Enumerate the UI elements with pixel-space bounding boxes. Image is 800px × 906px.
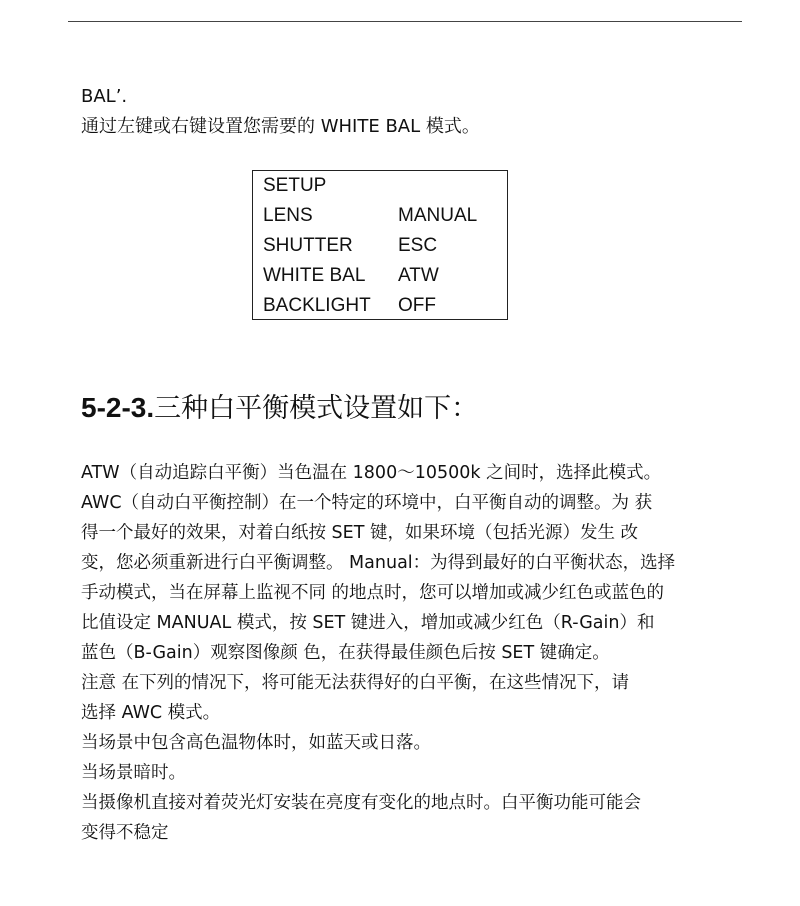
body-line: 当场景中包含高色温物体时，如蓝天或日落。 (81, 733, 431, 753)
body-line: 蓝色（B-Gain）观察图像颜 色，在获得最佳颜色后按 SET 键确定。 (81, 643, 610, 663)
menu-item-value: ESC (398, 235, 438, 256)
body-line: 当场景暗时。 (81, 763, 186, 783)
body-line: 得一个最好的效果，对着白纸按 SET 键，如果环境（包括光源）发生 改 (81, 523, 639, 543)
intro-line-1: BAL’. (81, 86, 128, 107)
body-line: AWC（自动白平衡控制）在一个特定的环境中，白平衡自动的调整。为 获 (81, 493, 653, 513)
body-line: 变，您必须重新进行白平衡调整。 Manual：为得到最好的白平衡状态，选择 (81, 553, 676, 573)
setup-menu-box (252, 170, 508, 320)
body-line: 注意 在下列的情况下，将可能无法获得好的白平衡，在这些情况下，请 (81, 673, 630, 693)
section-title: 三种白平衡模式设置如下： (154, 393, 479, 424)
menu-item-label: SHUTTER (263, 235, 353, 256)
body-line: 比值设定 MANUAL 模式，按 SET 键进入，增加或减少红色（R-Gain）和 (81, 613, 655, 633)
body-line: 当摄像机直接对着荧光灯安装在亮度有变化的地点时。白平衡功能可能会 (81, 793, 641, 813)
menu-title: SETUP (263, 175, 327, 196)
menu-item-value: MANUAL (398, 205, 478, 226)
menu-item-label: BACKLIGHT (263, 295, 371, 316)
menu-item-label: LENS (263, 205, 313, 226)
body-line: 变得不稳定 (81, 823, 169, 843)
header-rule (68, 21, 742, 22)
menu-item-value: ATW (398, 265, 439, 286)
menu-item-label: WHITE BAL (263, 265, 366, 286)
section-heading (81, 386, 478, 430)
body-line: 选择 AWC 模式。 (81, 703, 221, 723)
menu-item-value: OFF (398, 295, 436, 316)
intro-line-2: 通过左键或右键设置您需要的 WHITE BAL 模式。 (81, 116, 480, 137)
section-number: 5-2-3. (81, 392, 155, 423)
body-line: 手动模式，当在屏幕上监视不同 的地点时，您可以增加或减少红色或蓝色的 (81, 583, 665, 603)
body-line: ATW（自动追踪白平衡）当色温在 1800～10500k 之间时，选择此模式。 (81, 463, 662, 483)
